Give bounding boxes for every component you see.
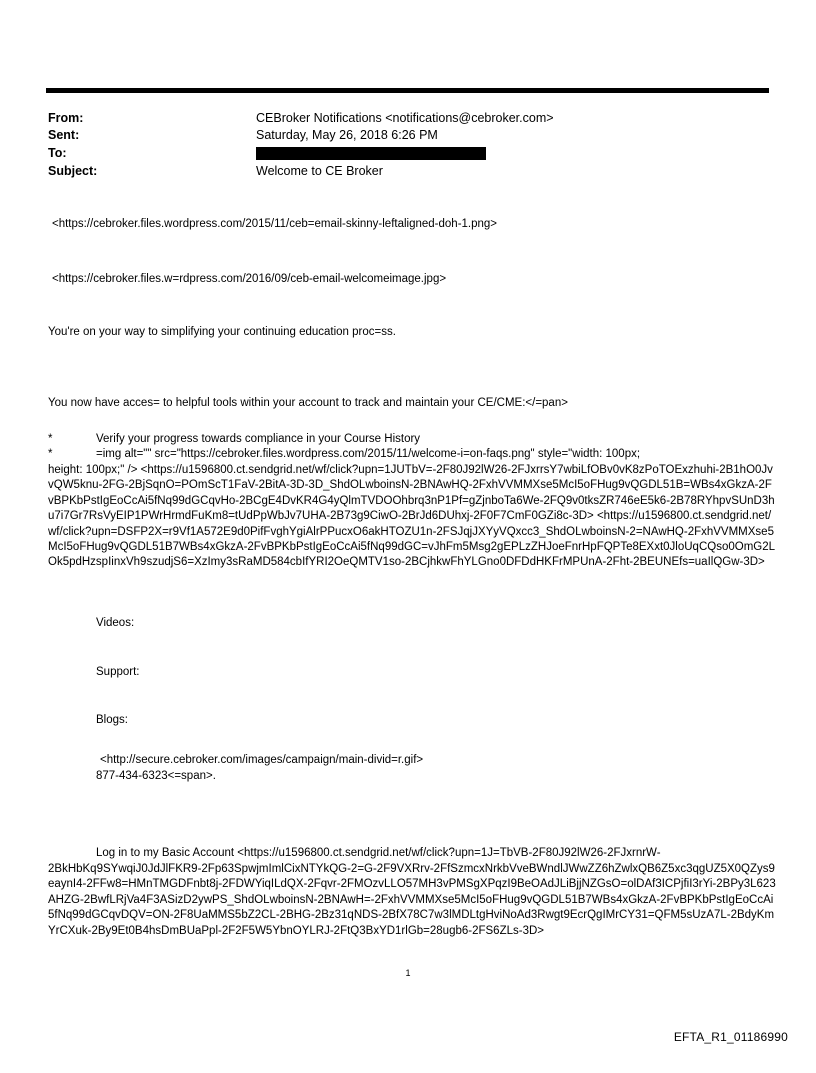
header-divider <box>46 88 769 93</box>
bullet-marker: * <box>48 433 53 445</box>
login-link[interactable]: Log in to my Basic Account <https://u1596800.ct.sendgrid.net/wf/click?upn=1J=TbVB-2F80J92lW26-2FJxrnrW- <box>96 847 661 859</box>
subject-label: Subject: <box>48 164 98 178</box>
to-redaction <box>256 147 486 160</box>
from-value: CEBroker Notifications <notifications@cebroker.com> <box>256 111 554 125</box>
image-link-2: <https://cebroker.files.w=rdpress.com/2016/09/ceb-email-welcomeimage.jpg> <box>52 273 447 285</box>
videos-label: Videos: <box>96 617 135 629</box>
sent-label: Sent: <box>48 128 80 142</box>
intro-line: You're on your way to simplifying your continuing education proc=ss. <box>48 326 396 338</box>
phone-number: 877-434-6323<=span>. <box>96 770 216 782</box>
bullet-marker: * <box>48 448 53 460</box>
bullet-1-text: Verify your progress towards compliance in your Course History <box>96 433 421 445</box>
subject-value: Welcome to CE Broker <box>256 164 383 178</box>
page-number: 1 <box>405 968 411 978</box>
bullet-2-text: =img alt="" src="https://cebroker.files.wordpress.com/2015/11/welcome-i=on-faqs.png" style="width: 100px; <box>96 448 641 460</box>
document-id: EFTA_R1_01186990 <box>673 1030 788 1044</box>
to-label: To: <box>48 146 67 160</box>
login-link-continued: 2BkHbKq9SYwqiJ0JdJlFKR9-2Fp63SpwjmImlCixNTYkQG-2=G-2F9VXRrv-2FfSzmcxNrkbVveBWndlJWwZZ6hZwlxQB6Z5xc3qgUZ5X0QZys9eaynI4-2FFw8=HMnTMGDFnbt8j-2FDWYiqILdQX-2Fqvr-2FMOzvLLO57MH3vPMSgXPqzI9BeOAdJLiBjjNZGsO=olDAf3ICPjfiI3rYi-2BPy3L623AHZG-2BwfLRjVa4F3ASizD2ywPS_ShdOLwboinsN-2BNAwH=-2FxhVVMMXse5McI5oFHug9vQGDL51B7WBs4xGkzA-2FvBPKbPstIgEoCcAi5fNq99dGCqvDQV=ON-2F8UaMMS5bZ2CL-2BHG-2Bz31qNDS-2BfX78C7w3lMDLtgHviNoAd3Rwgt9EcrQgIMrCY31=QFM5sUzA7L-2BdyKmYrCXuk-2By9Et0B4hsDmBUaPpl-2F2F5W5YbnOYLRJ-2FtQ3BxYD1rlGb=28ugb6-2FS6ZLs-3D> <box>48 863 776 937</box>
from-label: From: <box>48 111 84 125</box>
tools-line: You now have acces= to helpful tools within your account to track and maintain your CE/CME:</=pan> <box>48 397 568 409</box>
sent-value: Saturday, May 26, 2018 6:26 PM <box>256 128 438 142</box>
image-link-1: <https://cebroker.files.wordpress.com/2015/11/ceb=email-skinny-leftaligned-doh-1.png> <box>52 218 498 230</box>
divider-image-link: <http://secure.cebroker.com/images/campaign/main-divid=r.gif> <box>100 754 424 766</box>
blogs-label: Blogs: <box>96 714 128 726</box>
bullet-2-continued: height: 100px;" /> <https://u1596800.ct.sendgrid.net/wf/click?upn=1JUTbV=-2F80J92lW26-2FJxrrsY7wbiLfOBv0vK8zPoTOExzhuhi-2B1hO0JvvQW5knu-2FG-2BjSqnO=POmScT1FaV-2BitA-3D-3D_ShdOLwboinsN-2BNAwHQ-2FxhVVMMXse5McI5oFHug9vQGDL51B=WBs4xGkzA-2FvBPKbPstIgEoCcAi5fNq99dGCqvHo-2BCgE4DvKR4G4yQlmTVDOOhbrq3nP1Pf=gZjnboTa6We-2FQ9v0tksZR746eE5k6-2B78RYhpvSUnD3hu7i7Gr7RsVyEIP1PWrHrmdFuKm8=tUdPpWbJv7UHA-2B73g9CiwO-2BrJd6DUhxj-2F0F7CmF0GZi8c-3D> <https://u1596800.ct.sendgrid.net/wf/click?upn=DSFP2X=r9Vf1A572E9d0PifFvghYgiAlrPPucxO6akHTOZU1n-2FSJqjJXYyVQxcc3_ShdOLwboinsN-2=NAwHQ-2FxhVVMMXse5McI5oFHug9vQGDL51B7WBs4xGkzA-2FvBPKbPstIgEoCcAi5fNq99dGC=vJhFm5Msg2gEPLzZHJoeFnrHpFQPTe8EXxt0JloUqCQso0OmG2LOk5pdHzspIinxVh9szudjS6=XzImy3sRaMD584cbIfYRI2OeQMTV1so-2BCjhkwFhYLGno0DFDdHKFrMPUnA-2Fht-2BEUNEfs=uaIlQGw-3D> <box>48 464 776 569</box>
support-label: Support: <box>96 666 140 678</box>
